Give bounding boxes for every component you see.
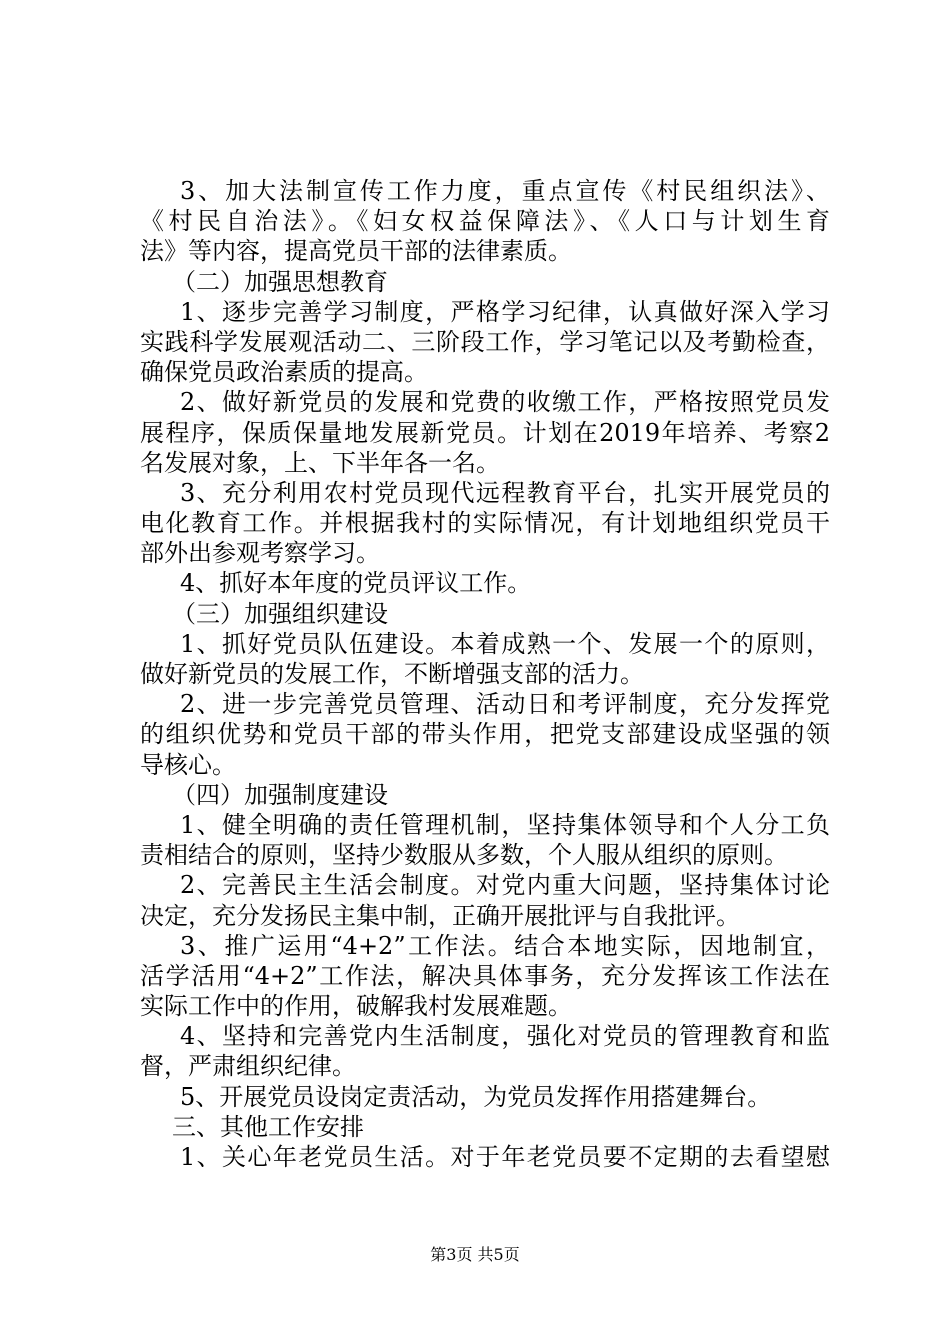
page-number-footer: 第3页 共5页 bbox=[430, 1245, 520, 1264]
section-heading: （二）加强思想教育 bbox=[172, 267, 388, 296]
section-heading: 三、其他工作安排 bbox=[172, 1112, 364, 1141]
paragraph-line: 3、加大法制宣传工作力度，重点宣传《村民组织法》、 bbox=[180, 177, 830, 205]
paragraph-line: 2、进一步完善党员管理、活动日和考评制度，充分发挥党 bbox=[180, 690, 830, 719]
paragraph-line: 法》等内容，提高党员干部的法律素质。 bbox=[140, 237, 572, 266]
paragraph-line: 活学活用“4+2”工作法，解决具体事务，充分发挥该工作法在 bbox=[140, 961, 830, 990]
paragraph-line: 2、完善民主生活会制度。对党内重大问题，坚持集体讨论 bbox=[180, 871, 830, 900]
paragraph-line: 的组织优势和党员干部的带头作用，把党支部建设成坚强的领 bbox=[140, 720, 830, 749]
paragraph-line: 做好新党员的发展工作，不断增强支部的活力。 bbox=[140, 660, 644, 688]
paragraph-line: 《村民自治法》。《妇女权益保障法》、《人口与计划生育 bbox=[140, 207, 830, 236]
paragraph-line: 1、健全明确的责任管理机制，坚持集体领导和个人分工负 bbox=[180, 810, 830, 839]
paragraph-line: 1、关心年老党员生活。对于年老党员要不定期的去看望慰 bbox=[180, 1143, 830, 1171]
paragraph-line: 1、逐步完善学习制度，严格学习纪律，认真做好深入学习 bbox=[180, 297, 830, 326]
document-body bbox=[140, 176, 830, 1172]
paragraph-line: 展程序，保质保量地发展新党员。计划在2019年培养、考察2 bbox=[140, 418, 830, 447]
section-heading: （三）加强组织建设 bbox=[172, 599, 388, 628]
section-heading: （四）加强制度建设 bbox=[172, 780, 388, 809]
paragraph-line: 电化教育工作。并根据我村的实际情况，有计划地组织党员干 bbox=[140, 509, 830, 538]
paragraph-line: 4、抓好本年度的党员评议工作。 bbox=[180, 569, 532, 598]
paragraph-line: 1、抓好党员队伍建设。本着成熟一个、发展一个的原则， bbox=[180, 629, 830, 658]
paragraph-line: 3、充分利用农村党员现代远程教育平台，扎实开展党员的 bbox=[180, 478, 830, 507]
paragraph-line: 4、坚持和完善党内生活制度，强化对党员的管理教育和监 bbox=[180, 1022, 830, 1051]
paragraph-line: 决定，充分发扬民主集中制，正确开展批评与自我批评。 bbox=[140, 901, 740, 930]
paragraph-line: 实践科学发展观活动二、三阶段工作，学习笔记以及考勤检查， bbox=[140, 327, 830, 356]
paragraph-line: 名发展对象，上、下半年各一名。 bbox=[140, 448, 500, 477]
paragraph-line: 部外出参观考察学习。 bbox=[140, 539, 380, 568]
paragraph-line: 5、开展党员设岗定责活动，为党员发挥作用搭建舞台。 bbox=[180, 1082, 772, 1111]
paragraph-line: 确保党员政治素质的提高。 bbox=[140, 358, 428, 387]
paragraph-line: 导核心。 bbox=[140, 750, 236, 779]
paragraph-line: 督，严肃组织纪律。 bbox=[140, 1052, 356, 1081]
paragraph-line: 2、做好新党员的发展和党费的收缴工作，严格按照党员发 bbox=[180, 388, 830, 417]
paragraph-line: 实际工作中的作用，破解我村发展难题。 bbox=[140, 992, 572, 1021]
paragraph-line: 3、推广运用“4+2”工作法。结合本地实际，因地制宜， bbox=[180, 931, 830, 960]
paragraph-line: 责相结合的原则，坚持少数服从多数，个人服从组织的原则。 bbox=[140, 841, 788, 870]
